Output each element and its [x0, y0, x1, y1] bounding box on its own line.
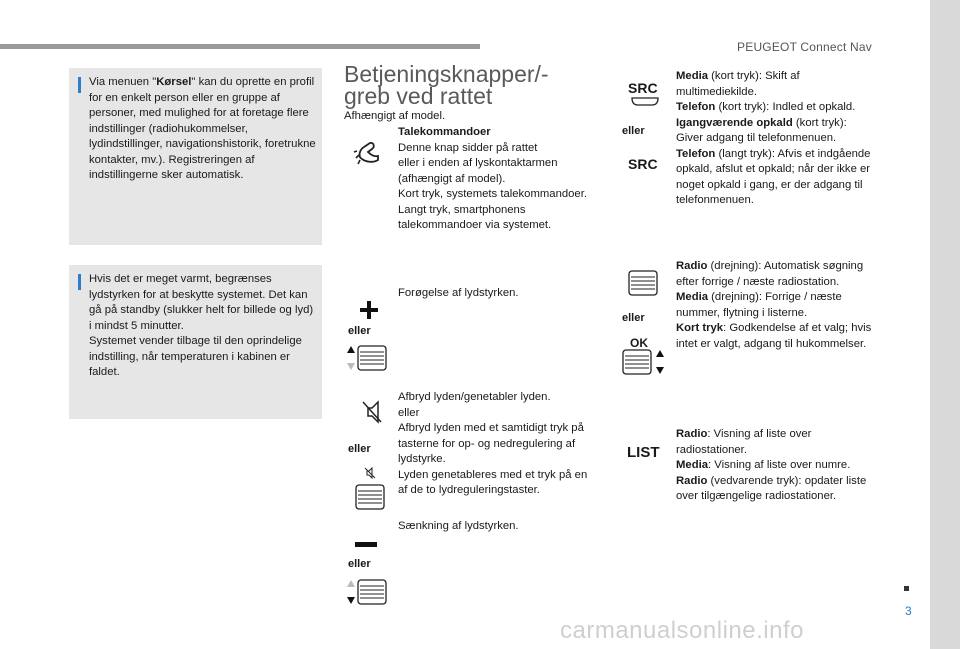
minus-icon	[355, 540, 377, 548]
plus-icon	[359, 300, 379, 320]
mute-icon	[360, 398, 384, 426]
ok-wheel-icon	[622, 348, 666, 376]
page-title: Betjeningsknapper/-greb ved rattet	[344, 61, 549, 109]
src-button-label: SRC	[628, 156, 658, 172]
or-label: eller	[348, 325, 371, 337]
info-note-text: Via menuen "Kørsel" kan du oprette en profil for en enkelt person eller en gruppe af personer, med mulighed for at foretage flere indstillinger (radiohukommelser, lydindstillinger, navigationshistorik, foretrukne kontakter, mv.). Registreringen af indstillingerne sker automatisk.	[89, 76, 316, 181]
ok-button-label: OK	[630, 336, 648, 350]
radio-wheel-description: Radio (drejning): Automatisk søgning efter forrige / næste radiostation. Media (drejning): Forrige / næste nummer, flytning i listerne. Kort tryk: Godkendelse af et valg; hvis intet er valgt, adgang til hukommelser.	[676, 260, 872, 350]
mute-description: Afbryd lyden/genetabler lyden. eller Afbryd lyden med et samtidigt tryk på tasterne for op- og nedregulering af lydstyrke. Lyden genetableres med et tryk på en af de to lydreguleringstaster.	[398, 391, 588, 496]
or-label: eller	[622, 312, 645, 324]
or-label: eller	[348, 443, 371, 455]
or-label: eller	[348, 558, 371, 570]
header-title: PEUGEOT Connect Nav	[737, 40, 872, 54]
info-note-profile	[69, 68, 322, 245]
src-button-label: SRC	[628, 80, 658, 96]
info-note-text: Hvis det er meget varmt, begrænses lydstyrken for at beskytte systemet. Det kan gå på standby (slukker helt for billede og lyd) i mindst 5 minutter. Systemet vender tilbage til den oprindelige indstilling, når temperaturen i kabinen er faldet.	[89, 273, 314, 378]
or-label: eller	[622, 125, 645, 137]
end-marker	[904, 586, 909, 591]
thumbwheel-icon	[628, 269, 658, 297]
list-description: Radio: Visning af liste over radiostationer. Media: Visning af liste over numre. Radio (vedvarende tryk): opdater liste over tilgængelige radiostationer.	[676, 428, 867, 502]
volume-up-description: Forøgelse af lydstyrken.	[398, 287, 519, 299]
list-button-label: LIST	[627, 444, 660, 461]
voice-command-description: Talekommandoer Denne knap sidder på rattet eller i enden af lyskontaktarmen (afhængigt af model). Kort tryk, systemets talekommandoer. Langt tryk, smartphonens talekommandoer via systemet.	[398, 126, 587, 231]
src-lever-icon	[630, 95, 660, 107]
page-subtitle: Afhængigt af model.	[344, 110, 446, 122]
info-icon	[78, 274, 81, 290]
page-number: 3	[905, 604, 912, 618]
volume-wheel-down-icon	[345, 578, 389, 606]
volume-wheel-icon	[355, 483, 385, 511]
voice-command-icon	[352, 137, 386, 167]
page-edge-tab	[930, 0, 960, 649]
info-note-temperature	[69, 265, 322, 419]
src-description: Media (kort tryk): Skift af multimediekilde. Telefon (kort tryk): Indled et opkald. Igangværende opkald (kort tryk): Giver adgang til telefonmenuen. Telefon (langt tryk): Afvis et indgående opkald, afslut et opkald; når der ikke er noget opkald i gang, er der adgang til telefonmenuen.	[676, 70, 871, 206]
info-icon	[78, 77, 81, 93]
volume-down-description: Sænkning af lydstyrken.	[398, 520, 519, 532]
mute-small-icon	[364, 466, 376, 480]
volume-wheel-up-icon	[345, 344, 389, 372]
watermark: carmanualsonline.info	[560, 617, 804, 644]
